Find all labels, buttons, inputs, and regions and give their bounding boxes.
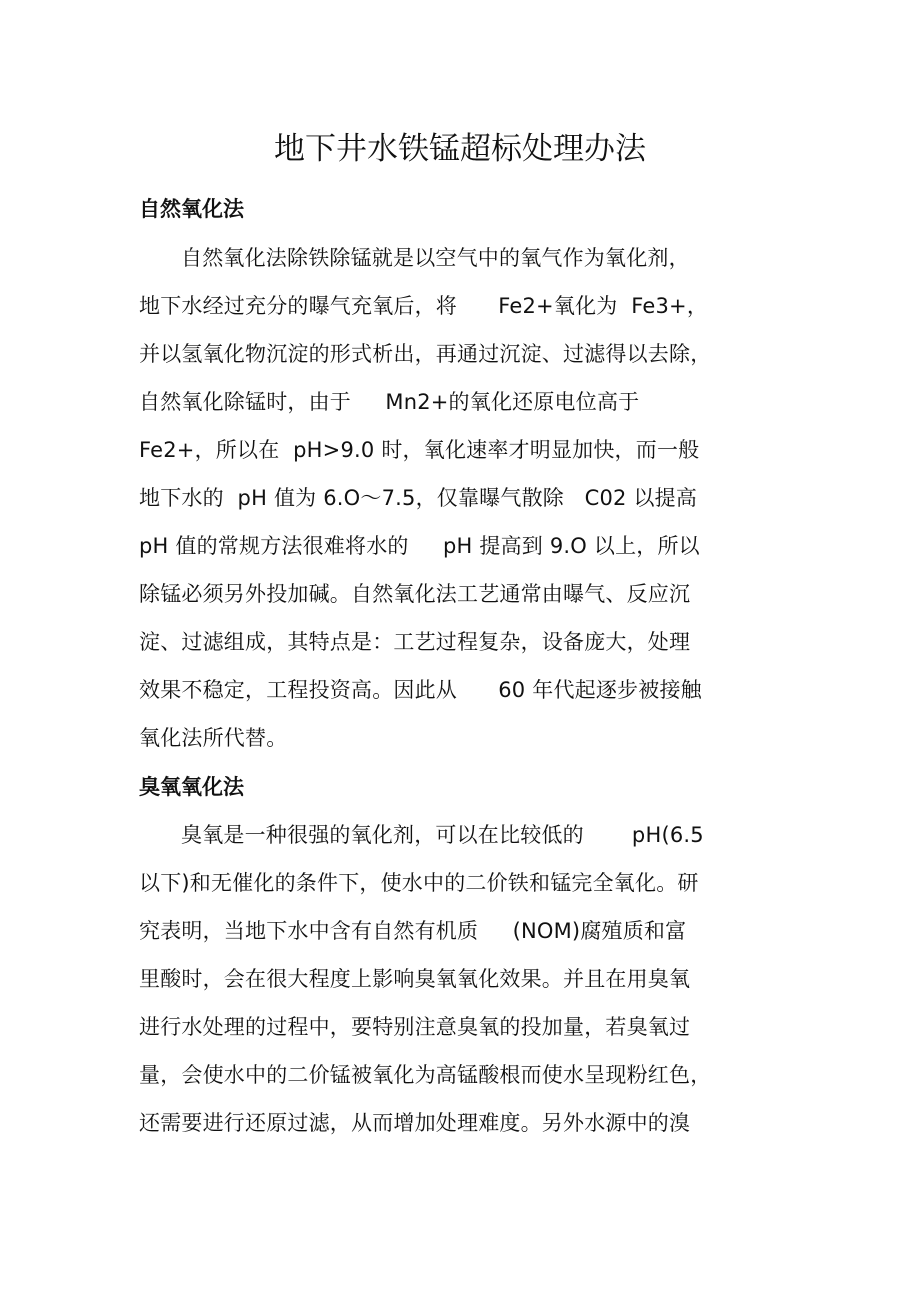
section-heading-natural-oxidation: 自然氧化法: [139, 197, 244, 221]
paragraph-line: pH 值的常规方法很难将水的 pH 提高到 9.O 以上，所以: [139, 534, 700, 558]
section-heading-ozone-oxidation: 臭氧氧化法: [139, 775, 244, 799]
paragraph-line: 进行水处理的过程中，要特别注意臭氧的投加量，若臭氧过: [139, 1015, 691, 1039]
paragraph-line: 淀、过滤组成，其特点是：工艺过程复杂，设备庞大，处理: [139, 630, 691, 654]
paragraph-line: 臭氧是一种很强的氧化剂，可以在比较低的 pH(6.5: [181, 823, 704, 847]
paragraph-line: 里酸时，会在很大程度上影响臭氧氧化效果。并且在用臭氧: [139, 967, 691, 991]
paragraph-line: 地下水的 pH 值为 6.O～7.5，仅靠曝气散除 C02 以提高: [139, 486, 698, 510]
paragraph-line: 并以氢氧化物沉淀的形式析出，再通过沉淀、过滤得以去除，: [139, 342, 712, 366]
paragraph-line: 除锰必须另外投加碱。自然氧化法工艺通常由曝气、反应沉: [139, 582, 691, 606]
paragraph-line: 氧化法所代替。: [139, 726, 288, 750]
paragraph-line: Fe2+，所以在 pH>9.0 时，氧化速率才明显加快，而一般: [139, 438, 700, 462]
paragraph-line: 究表明，当地下水中含有自然有机质 (NOM)腐殖质和富: [139, 919, 687, 943]
paragraph-line: 量，会使水中的二价锰被氧化为高锰酸根而使水呈现粉红色，: [139, 1063, 712, 1087]
paragraph-line: 自然氧化法除铁除锰就是以空气中的氧气作为氧化剂，: [181, 246, 690, 270]
paragraph-line: 自然氧化除锰时，由于 Mn2+的氧化还原电位高于: [139, 390, 640, 414]
paragraph-line: 还需要进行还原过滤，从而增加处理难度。另外水源中的溴: [139, 1111, 691, 1135]
paragraph-line: 效果不稳定，工程投资高。因此从 60 年代起逐步被接触: [139, 678, 702, 702]
paragraph-line: 以下)和无催化的条件下，使水中的二价铁和锰完全氧化。研: [139, 871, 699, 895]
page-title: 地下井水铁锰超标处理办法: [274, 131, 646, 167]
paragraph-line: 地下水经过充分的曝气充氧后，将 Fe2+氧化为 Fe3+，: [139, 294, 709, 318]
